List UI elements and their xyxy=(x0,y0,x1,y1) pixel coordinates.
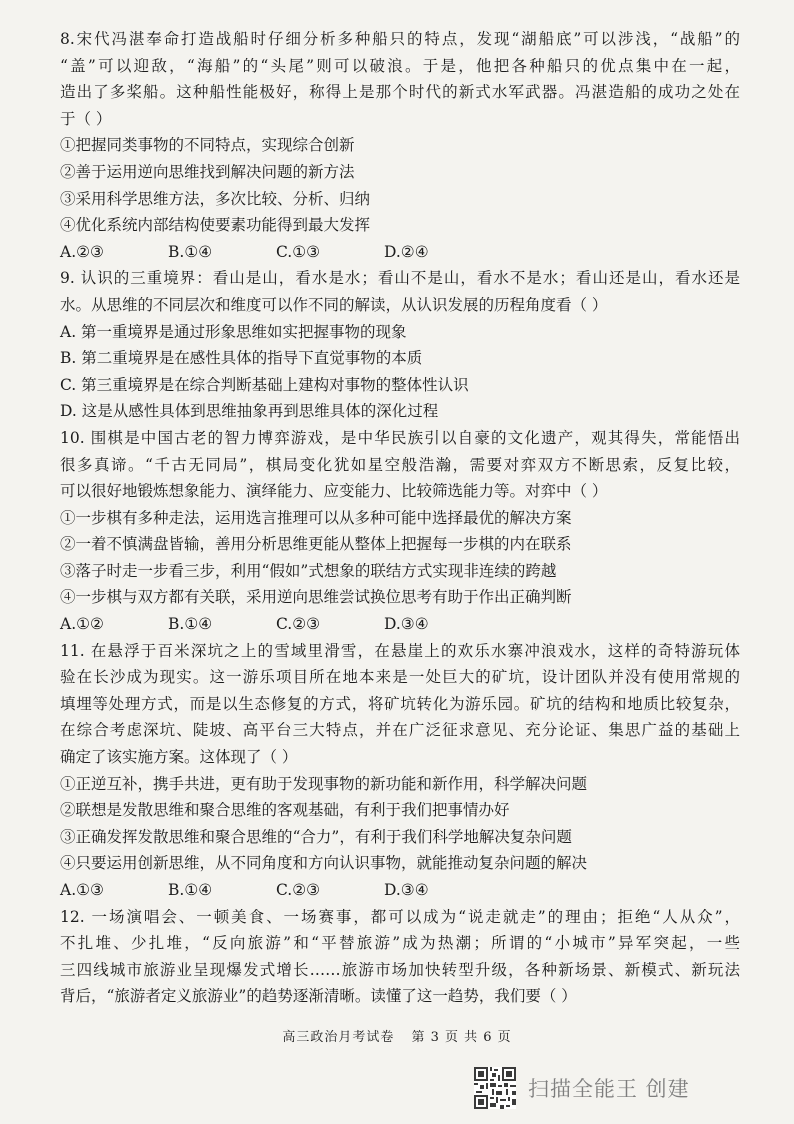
answer-choices xyxy=(60,239,740,266)
question-line: 填埋等处理方式，而是以生态修复的方式，将矿坑转化为游乐园。矿坑的结构和地质比较复杂， xyxy=(60,694,740,713)
option-line: D. 这是从感性具体到思维抽象再到思维具体的深化过程 xyxy=(60,402,439,421)
choice-a: A.①③ xyxy=(60,881,104,899)
question-11 xyxy=(60,638,740,904)
question-line: 三四线城市旅游业呈现爆发式增长……旅游市场加快转型升级，各种新场景、新模式、新玩法 xyxy=(60,960,740,979)
choice-a: A.①② xyxy=(60,615,104,634)
option-line: ②联想是发散思维和聚合思维的客观基础，有利于我们把事情办好 xyxy=(60,801,510,820)
question-line: 于（ ） xyxy=(60,109,112,128)
question-line: 确定了该实施方案。这体现了（ ） xyxy=(60,748,298,767)
choice-b: B.①④ xyxy=(168,242,213,261)
option-line: A. 第一重境界是通过形象思维如实把握事物的现象 xyxy=(60,322,407,341)
question-line: 在综合考虑深坑、陡坡、高平台三大特点，并在广泛征求意见、充分论证、集思广益的基础上 xyxy=(60,721,740,740)
exam-title: 高三政治月考试卷 xyxy=(282,1030,395,1045)
option-line: ①把握同类事物的不同特点，实现综合创新 xyxy=(60,136,355,155)
question-line: 水。从思维的不同层次和维度可以作不同的解读，从认识发展的历程角度看（ ） xyxy=(60,295,608,314)
question-line: 背后，“旅游者定义旅游业”的趋势逐渐清晰。读懂了这一趋势，我们要（ ） xyxy=(60,987,577,1006)
question-8 xyxy=(60,26,740,265)
question-line: 10. 围棋是中国古老的智力博弈游戏，是中华民族引以自豪的文化遗产，观其得失，常能悟出 xyxy=(60,428,740,447)
option-line: ③正确发挥发散思维和聚合思维的“合力”，有利于我们科学地解决复杂问题 xyxy=(60,827,572,846)
qr-code-icon xyxy=(474,1067,516,1109)
question-line: 可以很好地锻炼想象能力、演绎能力、应变能力、比较筛选能力等。对弈中（ ） xyxy=(60,482,608,501)
page-footer xyxy=(0,1026,794,1045)
scanner-watermark xyxy=(474,1066,690,1110)
option-line: ①一步棋有多种走法，运用选言推理可以从多种可能中选择最优的解决方案 xyxy=(60,508,572,527)
page-number: 第 3 页 共 6 页 xyxy=(411,1030,512,1045)
choice-d: D.③④ xyxy=(384,881,429,899)
choice-c: C.②③ xyxy=(276,881,321,899)
choice-b: B.①④ xyxy=(168,615,213,634)
option-line: ④一步棋与双方都有关联，采用逆向思维尝试换位思考有助于作出正确判断 xyxy=(60,588,572,607)
question-12 xyxy=(60,904,740,1010)
question-line: 很多真谛。“千古无同局”，棋局变化犹如星空般浩瀚，需要对弈双方不断思索，反复比较， xyxy=(60,455,740,474)
question-line: 11. 在悬浮于百米深坑之上的雪域里滑雪，在悬崖上的欢乐水寨冲浪戏水，这样的奇特游玩体 xyxy=(60,641,740,660)
question-line: 12. 一场演唱会、一顿美食、一场赛事，都可以成为“说走就走”的理由；拒绝“人从众”， xyxy=(60,907,740,926)
choice-a: A.②③ xyxy=(60,242,104,261)
option-line: B. 第二重境界是在感性具体的指导下直觉事物的本质 xyxy=(60,349,423,368)
choice-c: C.①③ xyxy=(276,242,321,261)
choice-d: D.②④ xyxy=(384,242,429,261)
choice-d: D.③④ xyxy=(384,615,429,634)
question-line: 不扎堆、少扎堆，“反向旅游”和“平替旅游”成为热潮；所谓的“小城市”异军突起，一些 xyxy=(60,934,740,953)
choice-b: B.①④ xyxy=(168,881,213,899)
option-line: ③采用科学思维方法，多次比较、分析、归纳 xyxy=(60,189,371,208)
option-line: ④优化系统内部结构使要素功能得到最大发挥 xyxy=(60,216,371,235)
option-line: C. 第三重境界是在综合判断基础上建构对事物的整体性认识 xyxy=(60,375,469,394)
question-10 xyxy=(60,425,740,638)
question-line: 9. 认识的三重境界：看山是山，看水是水；看山不是山，看水不是水；看山还是山，看水还是 xyxy=(60,269,740,288)
answer-choices xyxy=(60,877,740,904)
question-9 xyxy=(60,265,740,425)
question-line: “盖”可以迎敌，“海船”的“头尾”则可以破浪。于是，他把各种船只的优点集中在一起， xyxy=(60,56,740,75)
exam-content xyxy=(60,26,740,1010)
watermark-text: 扫描全能王 创建 xyxy=(528,1077,690,1101)
question-line: 造出了多桨船。这种船性能极好，称得上是那个时代的新式水军武器。冯湛造船的成功之处在 xyxy=(60,83,740,102)
option-line: ③落子时走一步看三步，利用“假如”式想象的联结方式实现非连续的跨越 xyxy=(60,561,557,580)
option-line: ②一着不慎满盘皆输，善用分析思维更能从整体上把握每一步棋的内在联系 xyxy=(60,535,572,554)
option-line: ②善于运用逆向思维找到解决问题的新方法 xyxy=(60,162,355,181)
question-line: 验在长沙成为现实。这一游乐项目所在地本来是一处巨大的矿坑，设计团队并没有使用常规的 xyxy=(60,668,740,687)
option-line: ④只要运用创新思维，从不同角度和方向认识事物，就能推动复杂问题的解决 xyxy=(60,854,588,873)
option-line: ①正逆互补，携手共进，更有助于发现事物的新功能和新作用，科学解决问题 xyxy=(60,774,588,793)
choice-c: C.②③ xyxy=(276,615,321,634)
answer-choices xyxy=(60,611,740,638)
question-line: 8.宋代冯湛奉命打造战船时仔细分析多种船只的特点，发现“湖船底”可以涉浅，“战船”的 xyxy=(60,30,740,48)
